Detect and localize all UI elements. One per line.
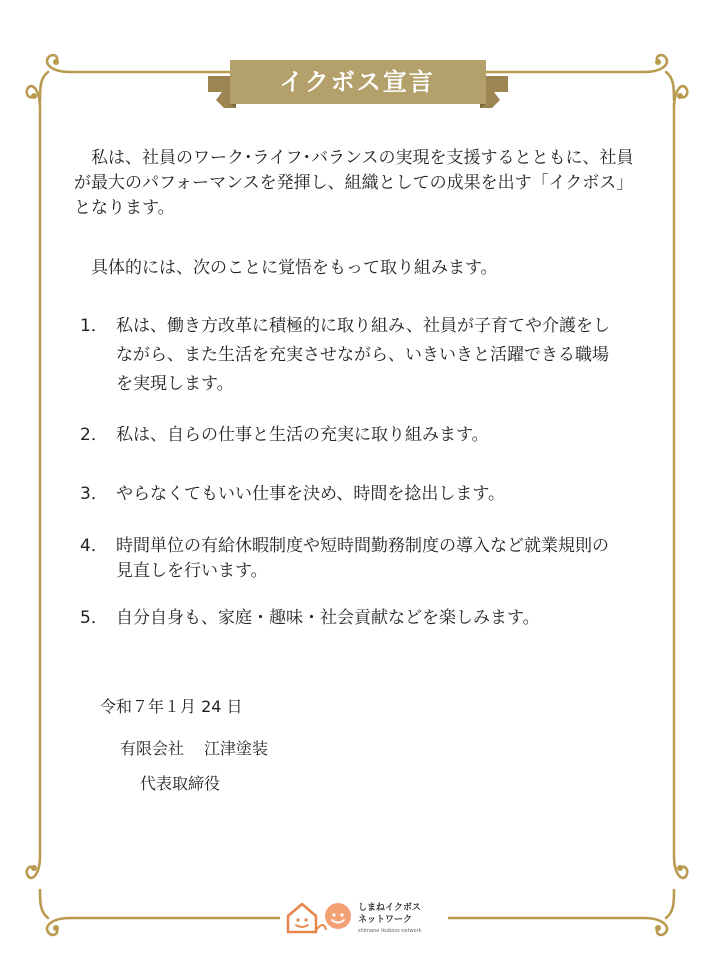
intro-text: 私は、社員のワーク･ライフ･バランスの実現を支援するとともに、社員が最大のパフォーマンスを発揮し、組織としての成果を出す「イクボス」となります。 [74,148,634,218]
logo-name-line1: しまねイクボス [358,903,421,913]
item-text: 私は、働き方改革に積極的に取り組み、社員が子育てや介護をしながら、また生活を充実させながら、いきいきと活躍できる職場を実現します。 [116,316,611,394]
logo-name-line2: ネットワーク [358,915,413,925]
representative-title: 代表取締役 [140,774,221,793]
commitment-item-4 [80,532,625,584]
logo-mark-icon [284,896,356,938]
network-logo [284,896,444,940]
item-text: やらなくてもいい仕事を決め、時間を捻出します。 [116,484,505,504]
declaration-date: 令和７年１月 24 日 [100,697,243,716]
item-number: 3． [80,484,108,504]
item-text: 時間単位の有給休暇制度や短時間勤務制度の導入など就業規則の見直しを行います。 [116,536,609,581]
item-number: 5． [80,608,108,628]
item-number: 2． [80,425,108,445]
company-name: 江津塗装 [204,739,269,758]
company-type: 有限会社 [120,739,185,758]
company-line [120,736,268,759]
lead-text: 具体的には、次のことに覚悟をもって取り組みます。 [91,258,498,278]
commitment-item-5 [80,604,625,633]
item-text: 私は、自らの仕事と生活の充実に取り組みます。 [116,425,489,445]
intro-paragraph [74,146,634,221]
logo-name [358,902,421,926]
lead-paragraph [74,256,634,281]
commitment-item-3 [80,480,625,509]
logo-subtitle: shimane ikuboss network [358,928,422,934]
item-text: 自分自身も、家庭・趣味・社会貢献などを楽しみます。 [116,608,540,628]
item-number: 1． [80,316,108,336]
commitment-item-1 [80,312,625,399]
commitment-item-2 [80,421,625,450]
page-title: イクボス宣言 [279,68,435,96]
item-number: 4． [80,536,108,556]
